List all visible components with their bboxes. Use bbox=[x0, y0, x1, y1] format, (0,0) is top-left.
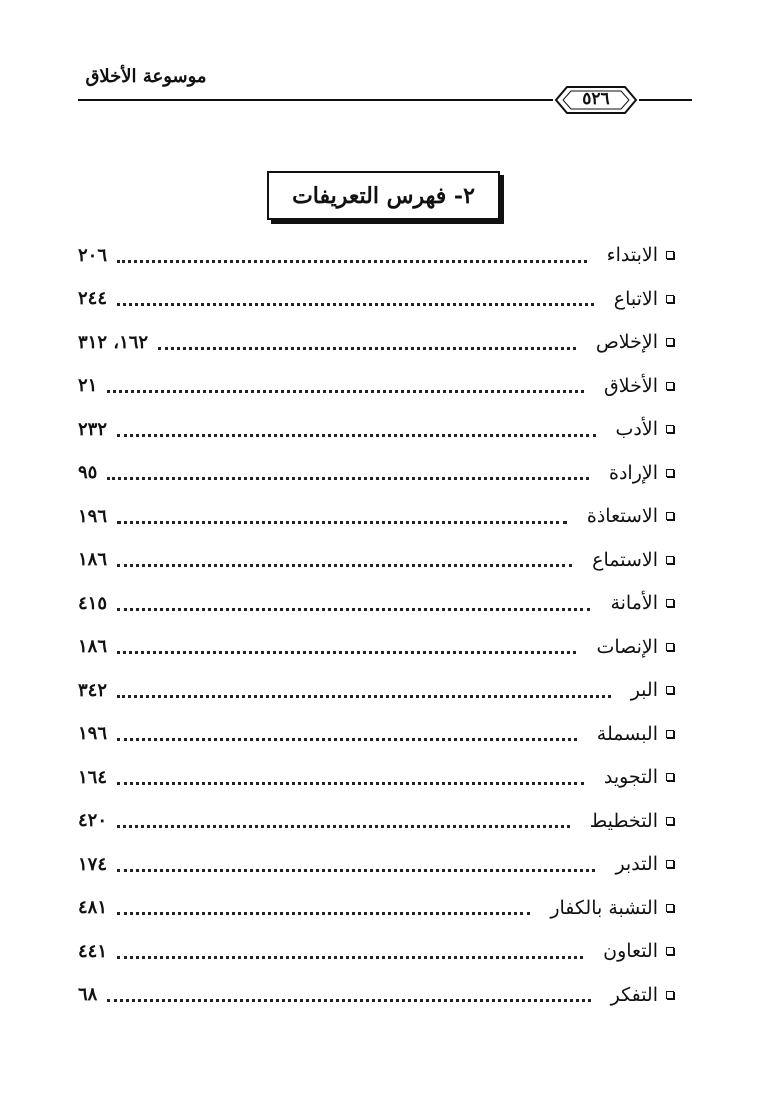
entry-term: البسملة bbox=[596, 722, 658, 745]
dot-leader bbox=[117, 956, 583, 959]
index-entry bbox=[78, 973, 674, 1017]
entry-term: التفكر bbox=[610, 983, 658, 1006]
index-entry bbox=[78, 581, 674, 625]
entry-term: التخطيط bbox=[589, 809, 658, 832]
entry-pages: ١٩٦ bbox=[78, 505, 108, 527]
index-entry bbox=[78, 712, 674, 756]
index-entry bbox=[78, 538, 674, 582]
square-bullet-icon bbox=[666, 382, 674, 390]
index-entry bbox=[78, 364, 674, 408]
entry-pages: ٦٨ bbox=[78, 984, 98, 1005]
dot-leader bbox=[117, 434, 596, 437]
entry-term: التدبر bbox=[615, 853, 658, 875]
dot-leader bbox=[107, 390, 584, 393]
index-entry bbox=[78, 842, 674, 886]
square-bullet-icon bbox=[666, 512, 674, 520]
dot-leader bbox=[117, 695, 611, 698]
dot-leader bbox=[117, 521, 567, 524]
entry-term: الاتباع bbox=[613, 287, 658, 310]
section-title-box bbox=[267, 171, 500, 220]
book-title: موسوعة الأخلاق bbox=[85, 66, 207, 87]
dot-leader bbox=[117, 738, 577, 741]
dot-leader bbox=[117, 825, 570, 828]
square-bullet-icon bbox=[666, 947, 674, 955]
dot-leader bbox=[117, 608, 590, 611]
dot-leader bbox=[117, 303, 594, 306]
entry-pages: ١٨٦ bbox=[78, 636, 108, 657]
entry-term: الإرادة bbox=[609, 461, 658, 484]
index-entry bbox=[78, 407, 674, 451]
index-entry bbox=[78, 886, 674, 930]
entry-pages: ٤٤١ bbox=[78, 940, 108, 962]
entry-term: الأدب bbox=[615, 418, 658, 440]
entry-term: الإخلاص bbox=[595, 331, 658, 353]
entry-term: التشبة بالكفار bbox=[550, 896, 658, 919]
dot-leader bbox=[158, 347, 576, 350]
square-bullet-icon bbox=[666, 556, 674, 564]
square-bullet-icon bbox=[666, 773, 674, 781]
entry-pages: ١٩٦ bbox=[78, 723, 108, 744]
entry-pages: ٤٢٠ bbox=[78, 810, 108, 831]
dot-leader bbox=[107, 999, 590, 1002]
dot-leader bbox=[117, 260, 587, 263]
entry-term: الاستعاذة bbox=[586, 505, 658, 527]
square-bullet-icon bbox=[666, 817, 674, 825]
square-bullet-icon bbox=[666, 686, 674, 694]
entry-term: الاستماع bbox=[592, 548, 658, 571]
entry-term: البر bbox=[630, 679, 658, 701]
entry-term: الأخلاق bbox=[604, 374, 658, 397]
square-bullet-icon bbox=[666, 469, 674, 477]
index-entry bbox=[78, 277, 674, 321]
entry-pages: ١٨٦ bbox=[78, 549, 108, 570]
dot-leader bbox=[107, 477, 589, 480]
index-entry bbox=[78, 929, 674, 973]
entry-pages: ١٦٤ bbox=[78, 766, 108, 788]
entry-pages: ٢٤٤ bbox=[78, 288, 108, 309]
entry-pages: ٣٤٢ bbox=[78, 679, 108, 701]
entry-term: الأمانة bbox=[610, 592, 658, 614]
entry-pages: ٢٣٢ bbox=[78, 418, 108, 440]
entry-pages: ٤١٥ bbox=[78, 592, 108, 614]
dot-leader bbox=[117, 651, 576, 654]
entry-pages: ٩٥ bbox=[78, 462, 98, 483]
index-entry bbox=[78, 755, 674, 799]
square-bullet-icon bbox=[666, 599, 674, 607]
dot-leader bbox=[117, 912, 530, 915]
entry-term: الابتداء bbox=[606, 244, 658, 266]
entry-term: التعاون bbox=[603, 940, 658, 962]
square-bullet-icon bbox=[666, 295, 674, 303]
entry-pages: ٢٠٦ bbox=[78, 244, 108, 266]
index-entry bbox=[78, 494, 674, 538]
square-bullet-icon bbox=[666, 991, 674, 999]
square-bullet-icon bbox=[666, 860, 674, 868]
dot-leader bbox=[117, 782, 584, 785]
square-bullet-icon bbox=[666, 338, 674, 346]
entry-term: الإنصات bbox=[596, 635, 658, 658]
entry-term: التجويد bbox=[603, 766, 658, 788]
square-bullet-icon bbox=[666, 904, 674, 912]
square-bullet-icon bbox=[666, 425, 674, 433]
page-number-badge bbox=[553, 84, 639, 116]
square-bullet-icon bbox=[666, 643, 674, 651]
entry-pages: ١٦٢، ٣١٢ bbox=[78, 331, 149, 353]
square-bullet-icon bbox=[666, 730, 674, 738]
index-entry bbox=[78, 799, 674, 843]
entry-pages: ١٧٤ bbox=[78, 853, 108, 875]
index-entry bbox=[78, 233, 674, 277]
section-title: ٢- فهرس التعريفات bbox=[292, 182, 475, 209]
entry-pages: ٤٨١ bbox=[78, 897, 108, 918]
index-entry bbox=[78, 625, 674, 669]
index-entry bbox=[78, 668, 674, 712]
page-number: ٥٢٦ bbox=[582, 89, 610, 109]
dot-leader bbox=[117, 869, 595, 872]
dot-leader bbox=[117, 564, 572, 567]
index-entry bbox=[78, 451, 674, 495]
square-bullet-icon bbox=[666, 251, 674, 259]
entry-pages: ٢١ bbox=[78, 375, 98, 396]
index-entry bbox=[78, 320, 674, 364]
